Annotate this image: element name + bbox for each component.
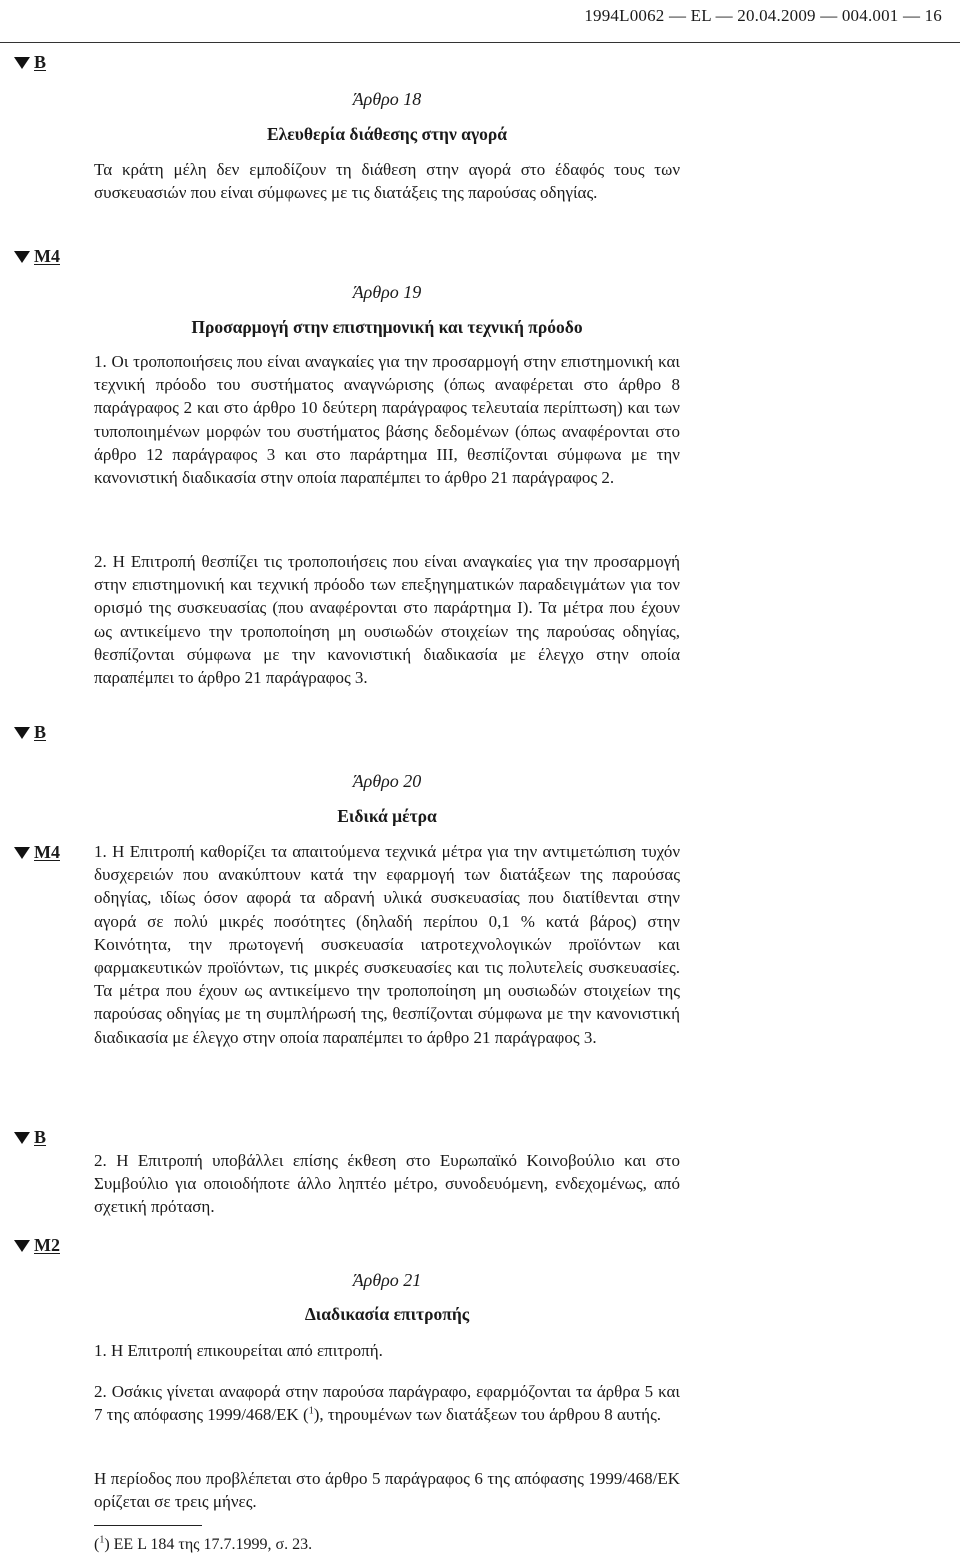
article-20-paragraph-1 xyxy=(94,840,680,1049)
marker-label: B xyxy=(34,722,47,742)
paragraph-text-part: ), τηρουμένων των διατάξεων του άρθρου 8 αυτής. xyxy=(313,1405,662,1425)
marker-label: M2 xyxy=(34,1235,60,1255)
article-20-title: Ειδικά μέτρα xyxy=(337,806,437,826)
article-21-paragraph-2 xyxy=(94,1380,680,1426)
footnote-number: 1 xyxy=(99,1534,105,1546)
article-18-paragraph xyxy=(94,158,680,204)
article-18-number: Άρθρο 18 xyxy=(352,89,422,109)
amendment-marker-m4 xyxy=(14,842,60,863)
document-reference: 1994L0062 — EL — 20.04.2009 — 004.001 — 16 xyxy=(584,6,942,25)
page-header xyxy=(0,0,960,43)
triangle-down-icon xyxy=(14,1240,30,1252)
paragraph-text: Η περίοδος που προβλέπεται στο άρθρο 5 παράγραφος 6 της απόφασης 1999/468/ΕΚ ορίζεται σε τρεις μήνες. xyxy=(94,1469,680,1512)
article-20-number: Άρθρο 20 xyxy=(352,771,422,791)
article-21-paragraph-3 xyxy=(94,1467,680,1513)
triangle-down-icon xyxy=(14,57,30,69)
amendment-marker-b xyxy=(14,1127,46,1148)
article-21-title: Διαδικασία επιτροπής xyxy=(304,1304,470,1324)
footnote-divider xyxy=(94,1525,202,1526)
article-19-paragraph-1 xyxy=(94,350,680,489)
triangle-down-icon xyxy=(14,847,30,859)
paragraph-text: Τα κράτη μέλη δεν εμποδίζουν τη διάθεση στην αγορά στο έδαφός τους των συσκευασιών που είναι σύμφωνες με τις διατάξεις της παρούσας οδηγίας. xyxy=(94,160,680,203)
marker-label: M4 xyxy=(34,246,60,266)
paragraph-text xyxy=(94,1380,680,1426)
triangle-down-icon xyxy=(14,727,30,739)
article-18-title: Ελευθερία διάθεσης στην αγορά xyxy=(266,124,508,144)
paragraph-text: 1. Οι τροποποιήσεις που είναι αναγκαίες για την προσαρμογή στην επιστημονική και τεχνική πρόοδο του συστήματος αναγνώρισης (όπως αναφέρεται στο άρθρο 8 παράγραφος 2 και στο άρθρο 10 δεύτερη παράγραφος τελευταία περίπτωση) και των τυποποιημένων μορφών του συστήματος βάσης δεδομένων (όπως αναφέρονται στο άρθρο 12 παράγραφος 3 και στο παράρτημα III, θεσπίζονται σύμφωνα με την κανονιστική διαδικασία στην οποία παραπέμπει το άρθρο 21 παράγραφος 2. xyxy=(94,352,680,488)
triangle-down-icon xyxy=(14,251,30,263)
paragraph-text: 1. Η Επιτροπή καθορίζει τα απαιτούμενα τεχνικά μέτρα για την αντιμετώπιση τυχόν δυσχερειών που ανακύπτουν κατά την εφαρμογή των διατάξεων της παρούσας οδηγίας, ιδίως όσον αφορά τα αδρανή υλικά συσκευασίας που διατίθενται στην αγορά σε πολύ μικρές ποσότητες (δηλαδή περίπου 0,1 % κατά βάρος) στην Κοινότητα, την πρωτογενή συσκευασία ιατροτεχνολογικών προϊόντων και φαρμακευτικών προϊόντων, τις μικρές συσκευασίες και τις πολυτελείς συσκευασίες. Τα μέτρα που έχουν ως αντικείμενο την τροποποίηση μη ουσιωδών στοιχείων της παρούσας οδηγίας με τη συμπλήρωσή της, θεσπίζονται σύμφωνα με την κανονιστική διαδικασία με έλεγχο στην οποία παραπέμπει το άρθρο 21 παράγραφος 3. xyxy=(94,842,680,1047)
footnote-paren-close: ) xyxy=(104,1536,110,1553)
paragraph-text: 1. Η Επιτροπή επικουρείται από επιτροπή. xyxy=(94,1341,383,1360)
amendment-marker-b xyxy=(14,52,46,73)
article-19-paragraph-2 xyxy=(94,550,680,689)
amendment-marker-m2 xyxy=(14,1235,60,1256)
footnote-text: ΕΕ L 184 της 17.7.1999, σ. 23. xyxy=(109,1536,313,1553)
footnote xyxy=(94,1536,312,1554)
article-20-paragraph-2 xyxy=(94,1149,680,1219)
marker-label: B xyxy=(34,1127,47,1147)
marker-label: M4 xyxy=(34,842,60,862)
paragraph-text-part: 2. Οσάκις γίνεται αναφορά στην παρούσα παράγραφο, εφαρμόζονται τα άρθρα 5 και 7 της απόφασης 1999/468/ΕΚ ( xyxy=(94,1382,680,1425)
footnote-reference[interactable]: 1 xyxy=(308,1405,314,1417)
marker-label: B xyxy=(34,52,47,72)
paragraph-text: 2. Η Επιτροπή υποβάλλει επίσης έκθεση στο Ευρωπαϊκό Κοινοβούλιο και στο Συμβούλιο για οποιοδήποτε άλλο ληπτέο μέτρο, συνοδευόμενη, ενδεχομένως, από σχετική πρόταση. xyxy=(94,1151,680,1217)
footnote-paren-open: ( xyxy=(94,1536,100,1553)
triangle-down-icon xyxy=(14,1132,30,1144)
article-21-number: Άρθρο 21 xyxy=(352,1270,422,1290)
article-19-number: Άρθρο 19 xyxy=(352,282,422,302)
amendment-marker-b xyxy=(14,722,46,743)
article-19-title: Προσαρμογή στην επιστημονική και τεχνική πρόοδο xyxy=(191,317,583,337)
amendment-marker-m4 xyxy=(14,246,60,267)
paragraph-text: 2. Η Επιτροπή θεσπίζει τις τροποποιήσεις που είναι αναγκαίες για την προσαρμογή στην επιστημονική και τεχνική πρόοδο των επεξηγηματικών παραδειγμάτων για τον ορισμό της συσκευασίας (που αναφέρονται στο παράρτημα I). Τα μέτρα που έχουν ως αντικείμενο την τροποποίηση μη ουσιωδών στοιχείων της παρούσας οδηγίας, θεσπίζονται σύμφωνα με την κανονιστική διαδικασία με έλεγχο στην οποία παραπέμπει το άρθρο 21 παράγραφος 3. xyxy=(94,552,680,688)
article-21-paragraph-1 xyxy=(94,1339,680,1362)
